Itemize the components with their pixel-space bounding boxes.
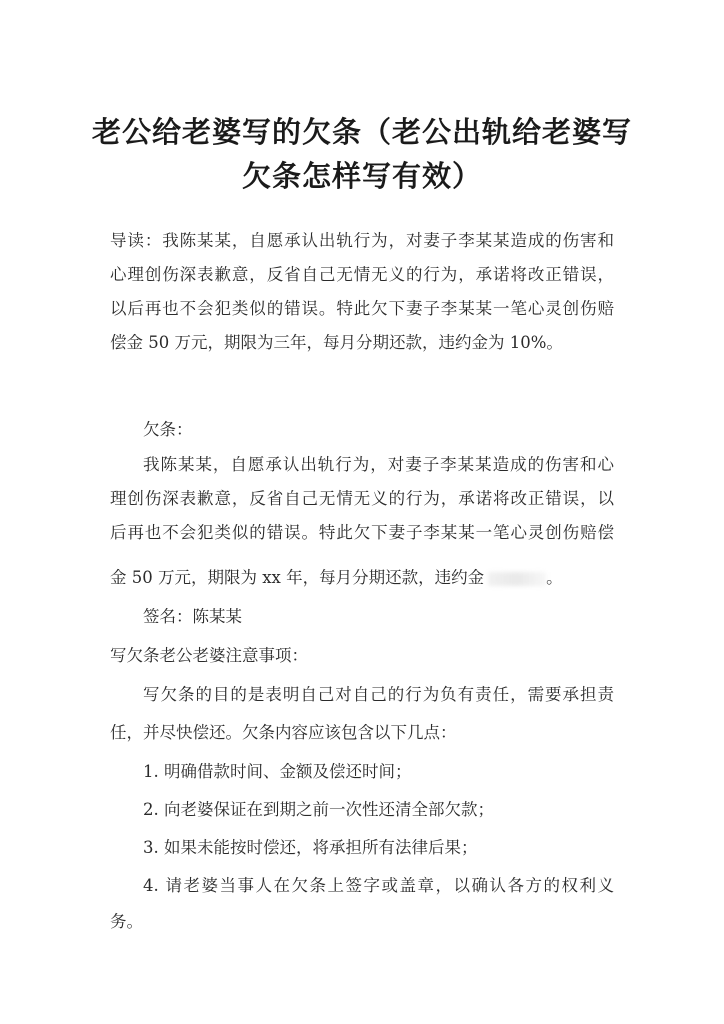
iou-line-1: 我陈某某，自愿承认出轨行为，对妻子李某某造成的伤害和心 bbox=[143, 455, 614, 474]
notes-para-line-1: 写欠条的目的是表明自己对自己的行为负有责任，需要承担责 bbox=[143, 685, 614, 704]
document-title-line-1: 老公给老婆写的欠条（老公出轨给老婆写 bbox=[91, 115, 632, 149]
notes-item-4-continued: 务。 bbox=[110, 912, 143, 931]
intro-line-4: 偿金 50 万元，期限为三年，每月分期还款，违约金为 10%。 bbox=[110, 333, 563, 352]
notes-item-2: 2. 向老婆保证在到期之前一次性还清全部欠款； bbox=[143, 800, 494, 819]
blurred-text-redaction bbox=[488, 572, 546, 586]
iou-heading: 欠条： bbox=[143, 420, 193, 439]
document-title-line-2: 欠条怎样写有效） bbox=[241, 159, 482, 193]
intro-line-3: 以后再也不会犯类似的错误。特此欠下妻子李某某一笔心灵创伤赔 bbox=[110, 299, 614, 318]
notes-item-3: 3. 如果未能按时偿还，将承担所有法律后果； bbox=[143, 838, 478, 857]
iou-line-2: 理创伤深表歉意，反省自己无情无义的行为，承诺将改正错误，以 bbox=[110, 489, 614, 508]
iou-line-4 bbox=[110, 568, 614, 588]
iou-line-4-end: 。 bbox=[546, 568, 563, 587]
intro-line-1: 导读：我陈某某，自愿承认出轨行为，对妻子李某某造成的伤害和 bbox=[110, 231, 614, 250]
signature-line: 签名：陈某某 bbox=[143, 607, 242, 626]
notes-para-line-2: 任，并尽快偿还。欠条内容应该包含以下几点： bbox=[110, 723, 457, 742]
iou-line-4-text: 金 50 万元，期限为 xx 年，每月分期还款，违约金 bbox=[110, 568, 485, 587]
intro-line-2: 心理创伤深表歉意，反省自己无情无义的行为，承诺将改正错误， bbox=[110, 265, 614, 284]
notes-heading: 写欠条老公老婆注意事项： bbox=[110, 646, 308, 665]
notes-item-4: 4. 请老婆当事人在欠条上签字或盖章，以确认各方的权利义 bbox=[143, 876, 614, 895]
notes-item-1: 1. 明确借款时间、金额及偿还时间； bbox=[143, 762, 412, 781]
iou-line-3: 后再也不会犯类似的错误。特此欠下妻子李某某一笔心灵创伤赔偿 bbox=[110, 523, 614, 542]
